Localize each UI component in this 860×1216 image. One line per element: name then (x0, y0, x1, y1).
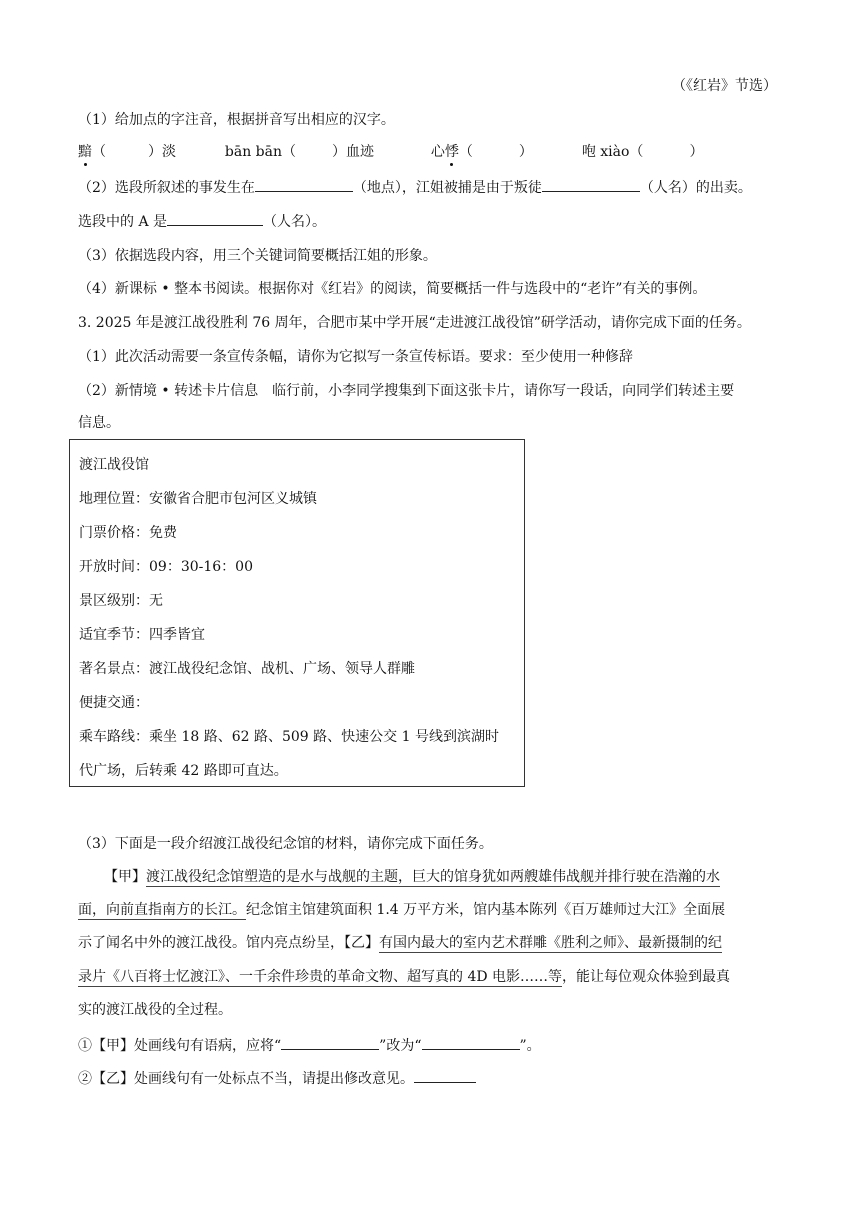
underlined-jia-end: 面，向前直指南方的长江。 (78, 902, 246, 918)
blank-corrected-text[interactable] (422, 1035, 520, 1050)
blank-original-text[interactable] (281, 1035, 379, 1050)
blank-traitor[interactable] (542, 177, 640, 192)
underlined-yi: 有国内最大的室内艺术群雕《胜利之师》、最新摄制的纪 (379, 935, 722, 951)
q2-line2: 选段中的 A 是 （人名）。 (78, 211, 326, 231)
info-card (69, 439, 525, 787)
task3-intro: 3. 2025 年是渡江战役胜利 76 周年，合肥市某中学开展“走进渡江战役馆”研学活动，请你完成下面的任务。 (78, 315, 751, 331)
q3: （3）依据选段内容，用三个关键词简要概括江姐的形象。 (78, 248, 437, 264)
task3-sub1: （1）此次活动需要一条宣传条幅，请你为它拟写一条宣传标语。要求：至少使用一种修辞 (78, 349, 633, 365)
card-transport: 便捷交通： (79, 695, 149, 711)
task3-sub2-line1: （2）新情境 • 转述卡片信息 临行前，小李同学搜集到下面这张卡片，请你写一段话，向同学们转述主要 (78, 383, 735, 399)
blank-person-a[interactable] (167, 211, 263, 226)
card-title: 渡江战役馆 (79, 457, 149, 473)
q1-item-1: 黯（ ）淡 (78, 144, 176, 160)
task3-sub2-line2: 信息。 (78, 415, 120, 431)
underlined-jia: 渡江战役纪念馆塑造的是水与战舰的主题，巨大的馆身犹如两艘雄伟战舰并排行驶在浩瀚的水 (146, 869, 720, 885)
card-level: 景区级别：无 (79, 593, 163, 609)
source-note: （《红岩》节选） (672, 78, 777, 94)
q1-prompt: （1）给加点的字注音，根据拼音写出相应的汉字。 (78, 112, 395, 128)
material-line-1: 【甲】渡江战役纪念馆塑造的是水与战舰的主题，巨大的馆身犹如两艘雄伟战舰并排行驶在浩瀚的水 (104, 869, 720, 885)
material-line-5: 实的渡江战役的全过程。 (78, 1002, 232, 1018)
q1-items (78, 141, 703, 161)
q1-item-3: 心悸（ ） (431, 144, 533, 160)
question-b: ②【乙】处画线句有一处标点不当，请提出修改意见。 (78, 1068, 476, 1088)
blank-location[interactable] (255, 177, 353, 192)
q4: （4）新课标 • 整本书阅读。根据你对《红岩》的阅读，简要概括一件与选段中的“老许”有关的事例。 (78, 281, 707, 297)
material-line-2: 面，向前直指南方的长江。纪念馆主馆建筑面积 1.4 万平方米，馆内基本陈列《百万雄师过大江》全面展 (78, 902, 726, 918)
underlined-yi-end: 录片《八百将士忆渡江》、一千余件珍贵的革命文物、超写真的 4D 电影……等 (78, 969, 563, 985)
q2-line1: （2）选段所叙述的事发生在 （地点），江姐被捕是由于叛徒 （人名）的出卖。 (78, 177, 752, 197)
card-location: 地理位置：安徽省合肥市包河区义城镇 (79, 491, 317, 507)
q1-item-4: 咆 xiào（ ） (581, 144, 704, 160)
material-line-3: 示了闻名中外的渡江战役。馆内亮点纷呈，【乙】有国内最大的室内艺术群雕《胜利之师》、最新摄制的纪 (78, 935, 722, 951)
question-a: ①【甲】处画线句有语病，应将“ ”改为“ ”。 (78, 1035, 541, 1055)
card-route-2: 代广场，后转乘 42 路即可直达。 (79, 763, 288, 779)
blank-punctuation-answer[interactable] (414, 1068, 476, 1083)
sub3-title: （3）下面是一段介绍渡江战役纪念馆的材料，请你完成下面任务。 (78, 836, 493, 852)
material-line-4: 录片《八百将士忆渡江》、一千余件珍贵的革命文物、超写真的 4D 电影……等，能让每位观众体验到最真 (78, 969, 731, 985)
card-route-1: 乘车路线：乘坐 18 路、62 路、509 路、快速公交 1 号线到滨湖时 (79, 729, 499, 745)
dotted-char: 黯 (78, 141, 92, 161)
card-attractions: 著名景点：渡江战役纪念馆、战机、广场、领导人群雕 (79, 661, 415, 677)
card-ticket: 门票价格：免费 (79, 525, 177, 541)
q1-item-2: bān bān（ ）血迹 (224, 144, 375, 160)
card-hours: 开放时间：09：30-16：00 (79, 559, 253, 575)
card-season: 适宜季节：四季皆宜 (79, 627, 205, 643)
dotted-char: 悸 (445, 141, 459, 161)
